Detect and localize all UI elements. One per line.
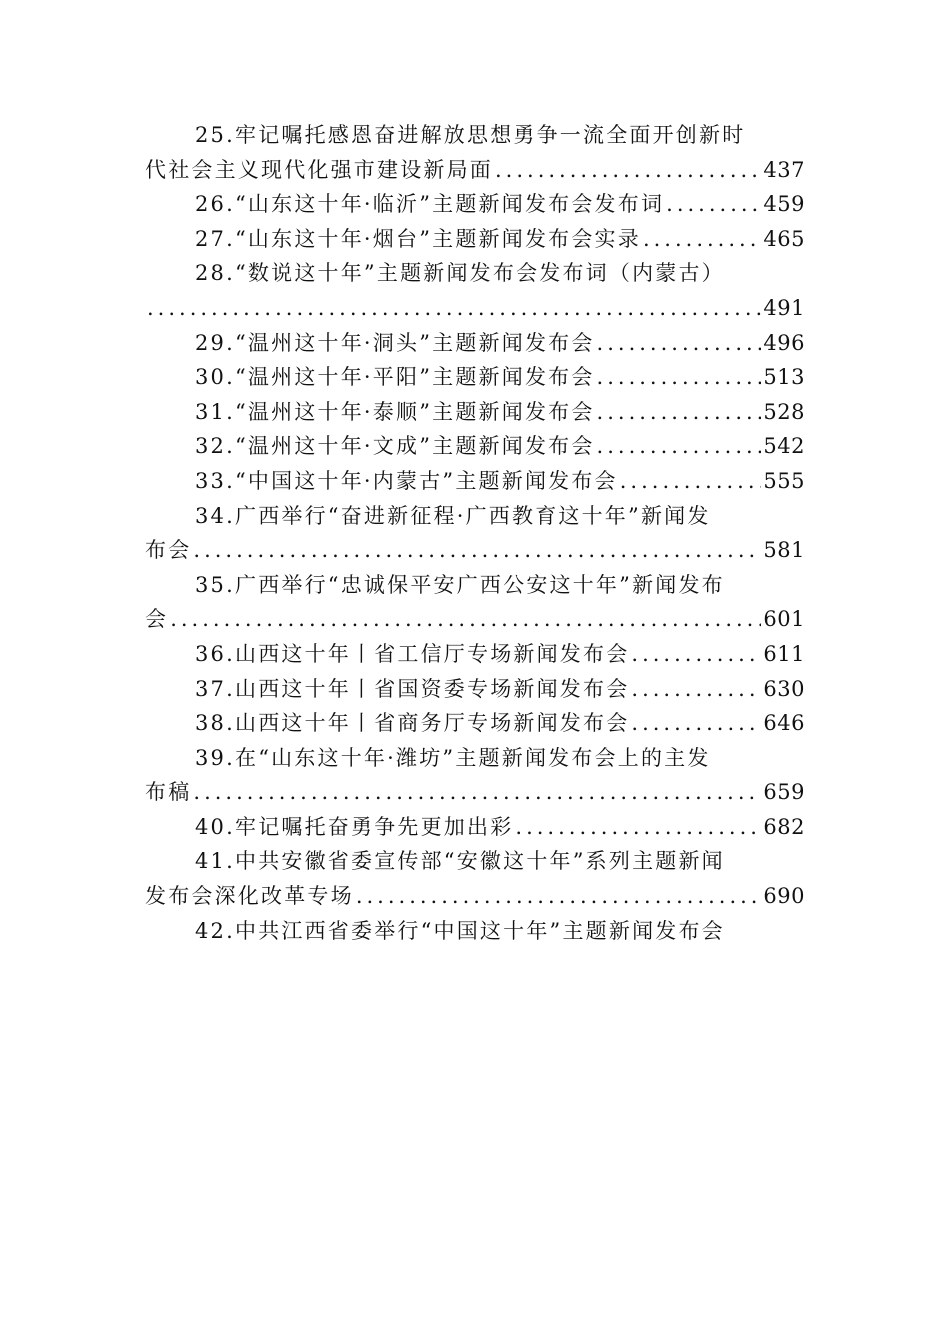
dot-leader [597, 429, 762, 464]
toc-entry-page: 690 [763, 884, 805, 909]
toc-entry-32[interactable] [145, 429, 805, 464]
toc-entry-page: 459 [763, 192, 805, 217]
dot-leader [170, 602, 761, 637]
toc-entry-title: 中共江西省委举行“中国这十年”主题新闻发布会 [235, 918, 725, 943]
dot-leader [147, 291, 761, 326]
toc-entry-41-line-2[interactable] [145, 879, 805, 914]
dot-leader [597, 395, 762, 430]
toc-entry-page: 491 [763, 295, 805, 320]
toc-entry-40[interactable] [145, 810, 805, 845]
toc-entry-39-line-1[interactable] [145, 741, 805, 776]
toc-entry-26[interactable] [145, 187, 805, 222]
toc-entry-title: 中共安徽省委宣传部“安徽这十年”系列主题新闻 [235, 849, 725, 874]
dot-leader [631, 637, 761, 672]
toc-entry-number: 38. [195, 711, 235, 736]
toc-entry-title: 山西这十年丨省商务厅专场新闻发布会 [235, 711, 630, 736]
toc-entry-title: “温州这十年·文成”主题新闻发布会 [235, 434, 595, 459]
toc-entry-title: “数说这十年”主题新闻发布会发布词（内蒙古） [235, 261, 725, 286]
toc-entry-page: 611 [763, 641, 805, 666]
toc-entry-37[interactable] [145, 672, 805, 707]
dot-leader [193, 775, 761, 810]
toc-entry-page: 581 [763, 538, 805, 563]
toc-entry-25-line-2[interactable] [145, 153, 805, 188]
toc-entry-number: 29. [195, 330, 235, 355]
dot-leader [643, 222, 761, 257]
table-of-contents [145, 118, 805, 948]
toc-entry-title: “温州这十年·泰顺”主题新闻发布会 [235, 399, 595, 424]
toc-entry-page: 555 [763, 468, 805, 493]
toc-entry-number: 39. [195, 745, 235, 770]
toc-entry-35-line-2[interactable] [145, 602, 805, 637]
toc-entry-page: 682 [763, 814, 805, 839]
toc-entry-page: 513 [763, 365, 805, 390]
toc-entry-page: 465 [763, 226, 805, 251]
toc-entry-number: 40. [195, 814, 235, 839]
toc-entry-number: 32. [195, 434, 235, 459]
toc-entry-title-continued: 布会 [145, 538, 192, 563]
toc-entry-number: 41. [195, 849, 235, 874]
dot-leader [631, 706, 761, 741]
toc-entry-title: 山西这十年丨省工信厅专场新闻发布会 [235, 641, 630, 666]
dot-leader [495, 153, 761, 188]
toc-entry-page: 496 [763, 330, 805, 355]
toc-entry-title: “温州这十年·洞头”主题新闻发布会 [235, 330, 595, 355]
toc-entry-page: 646 [763, 711, 805, 736]
toc-entry-31[interactable] [145, 395, 805, 430]
toc-entry-38[interactable] [145, 706, 805, 741]
toc-entry-28-line-2[interactable] [145, 291, 805, 326]
dot-leader [597, 360, 762, 395]
toc-entry-36[interactable] [145, 637, 805, 672]
toc-entry-number: 30. [195, 365, 235, 390]
toc-entry-title: 牢记嘱托感恩奋进解放思想勇争一流全面开创新时 [235, 123, 746, 147]
toc-entry-page: 601 [763, 607, 805, 632]
toc-entry-41-line-1[interactable] [145, 844, 805, 879]
toc-entry-27[interactable] [145, 222, 805, 257]
toc-entry-page: 542 [763, 434, 805, 459]
toc-entry-title: 牢记嘱托奋勇争先更加出彩 [235, 814, 514, 839]
toc-entry-29[interactable] [145, 326, 805, 361]
toc-entry-title-continued: 代社会主义现代化强市建设新局面 [145, 157, 493, 182]
toc-entry-title: “温州这十年·平阳”主题新闻发布会 [235, 365, 595, 390]
toc-entry-42[interactable] [145, 914, 805, 949]
toc-entry-title: “中国这十年·内蒙古”主题新闻发布会 [235, 468, 618, 493]
toc-entry-title: “山东这十年·烟台”主题新闻发布会实录 [235, 226, 641, 251]
toc-entry-25-line-1[interactable] [145, 118, 805, 153]
dot-leader [515, 810, 761, 845]
toc-entry-number: 36. [195, 641, 235, 666]
toc-entry-30[interactable] [145, 360, 805, 395]
dot-leader [597, 326, 762, 361]
toc-entry-33[interactable] [145, 464, 805, 499]
dot-leader [666, 187, 761, 222]
toc-entry-page: 437 [763, 157, 805, 182]
toc-entry-34-line-2[interactable] [145, 533, 805, 568]
toc-entry-title: 在“山东这十年·潍坊”主题新闻发布会上的主发 [235, 745, 711, 770]
toc-entry-number: 31. [195, 399, 235, 424]
dot-leader [193, 533, 761, 568]
toc-entry-title-continued: 布稿 [145, 780, 192, 805]
toc-entry-number: 34. [195, 503, 235, 528]
toc-entry-number: 25. [195, 123, 235, 147]
toc-entry-title: 广西举行“忠诚保平安广西公安这十年”新闻发布 [235, 572, 725, 597]
toc-entry-number: 27. [195, 226, 235, 251]
toc-entry-title: “山东这十年·临沂”主题新闻发布会发布词 [235, 192, 665, 217]
toc-entry-number: 26. [195, 192, 235, 217]
toc-entry-number: 37. [195, 676, 235, 701]
toc-entry-number: 28. [195, 261, 235, 286]
toc-entry-number: 42. [195, 918, 235, 943]
toc-entry-number: 33. [195, 468, 235, 493]
toc-entry-number: 35. [195, 572, 235, 597]
toc-entry-page: 528 [763, 399, 805, 424]
dot-leader [631, 672, 761, 707]
dot-leader [356, 879, 762, 914]
toc-entry-title-continued: 发布会深化改革专场 [145, 884, 354, 909]
toc-entry-39-line-2[interactable] [145, 775, 805, 810]
toc-entry-title: 山西这十年丨省国资委专场新闻发布会 [235, 676, 630, 701]
toc-entry-page: 659 [763, 780, 805, 805]
toc-entry-title-continued: 会 [145, 607, 169, 632]
toc-entry-35-line-1[interactable] [145, 568, 805, 603]
toc-entry-34-line-1[interactable] [145, 499, 805, 534]
dot-leader [620, 464, 762, 499]
toc-entry-title: 广西举行“奋进新征程·广西教育这十年”新闻发 [235, 503, 711, 528]
toc-entry-28-line-1[interactable] [145, 256, 805, 291]
toc-entry-page: 630 [763, 676, 805, 701]
